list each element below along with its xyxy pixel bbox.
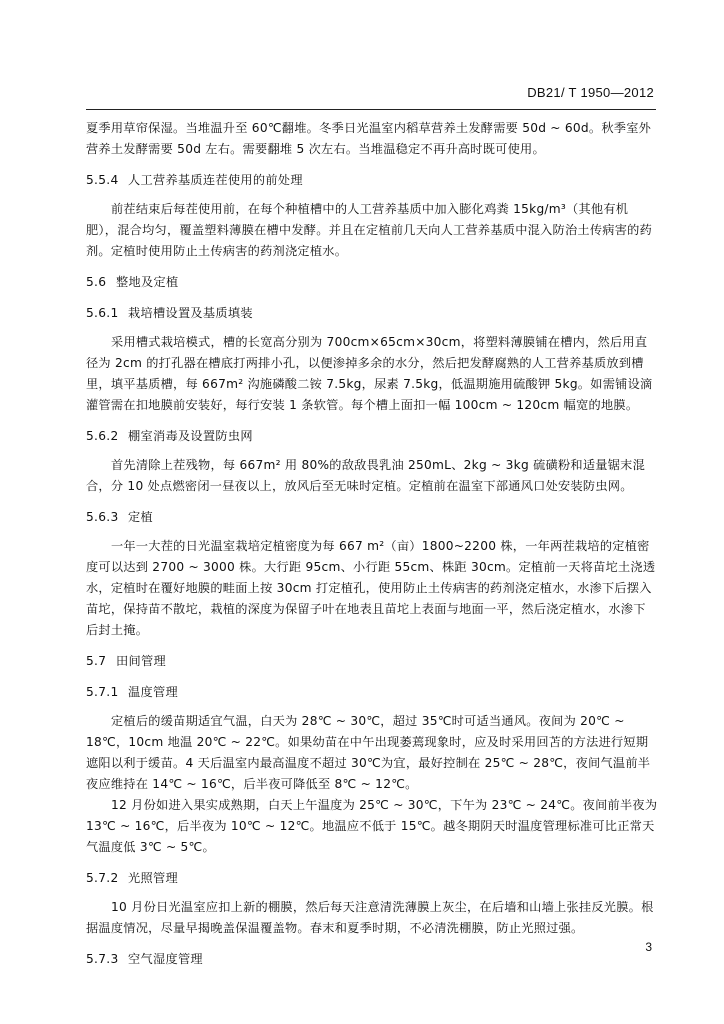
section-title: 田间管理 [116,654,166,668]
paragraph-5-6-3: 一年一大茬的日光温室栽培定植密度为每 667 m²（亩）1800~2200 株，一年两茬栽培的定植密度可以达到 2700 ~ 3000 株。大行距 95cm、小行距 55cm、株距 30cm。定植前一天将苗坨土浇透水，定植时在覆好地膜的畦面上按 30cm 打定植孔，使用防止土传病害的药剂浇定植水，水渗下后摆入苗坨，保持苗不散坨，栽植的深度为保留子叶在地表且苗坨上表面与地面一平，然后浇定植水，水渗下后封土掩。 [86,539,656,637]
page-content [86,118,658,978]
paragraph-intro: 夏季用草帘保湿。当堆温升至 60℃翻堆。冬季日光温室内稻草营养土发酵需要 50d ~ 60d。秋季室外营养土发酵需要 50d 左右。需要翻堆 5 次左右。当堆温稳定不再升高时既可使用。 [86,121,652,156]
paragraph-5-7-1-b: 12 月份如进入果实成熟期，白天上午温度为 25℃ ~ 30℃，下午为 23℃ ~ 24℃。夜间前半夜为 13℃ ~ 16℃，后半夜为 10℃ ~ 12℃。地温应不低于 15℃。越冬期阴天时温度管理标准可比正常天气温度低 3℃ ~ 5℃。 [86,798,658,854]
section-title: 整地及定植 [116,275,179,289]
paragraph-5-5-4: 前茬结束后每茬使用前，在每个种植槽中的人工营养基质中加入膨化鸡粪 15kg/m³（其他有机肥），混合均匀，覆盖塑料薄膜在槽中发酵。并且在定植前几天向人工营养基质中混入防治土传病害的药剂。定植时使用防止土传病害的药剂浇定植水。 [86,202,653,258]
section-number: 5.6 [86,275,107,289]
heading-5-7-3 [86,949,658,970]
section-number: 5.7.2 [86,871,119,885]
section-title: 棚室消毒及设置防虫网 [128,429,253,443]
section-number: 5.6.2 [86,429,119,443]
section-number: 5.5.4 [86,173,119,187]
paragraph-5-6-2: 首先清除上茬残物，每 667m² 用 80%的敌敌畏乳油 250mL、2kg ~ 3kg 硫磺粉和适量锯末混合，分 10 处点燃密闭一昼夜以上，放风后至无味时定植。定植前在温室下部通风口处安装防虫网。 [86,458,646,493]
section-number: 5.6.1 [86,306,119,320]
header-divider [86,109,656,110]
paragraph-5-7-2: 10 月份日光温室应扣上新的棚膜，然后每天注意清洗薄膜上灰尘，在后墙和山墙上张挂反光膜。根据温度情况，尽量早揭晚盖保温覆盖物。春末和夏季时期，不必清洗棚膜，防止光照过强。 [86,900,654,935]
section-title: 空气湿度管理 [128,952,203,966]
heading-5-6-3 [86,507,658,528]
heading-5-7 [86,651,658,672]
section-number: 5.7.1 [86,685,119,699]
section-title: 光照管理 [128,871,178,885]
page-number: 3 [645,940,652,954]
section-title: 温度管理 [128,685,178,699]
section-title: 人工营养基质连茬使用的前处理 [128,173,303,187]
paragraph-5-7-1-a: 定植后的缓苗期适宜气温，白天为 28℃ ~ 30℃，超过 35℃时可适当通风。夜间为 20℃ ~ 18℃，10cm 地温 20℃ ~ 22℃。如果幼苗在中午出现萎蔫现象时，应及时采用回苫的方法进行短期遮阳以利于缓苗。4 天后温室内最高温度不超过 30℃为宜，最好控制在 25℃ ~ 28℃，夜间气温前半夜应维持在 14℃ ~ 16℃，后半夜可降低至 8℃ ~ 12℃。 [86,714,651,791]
heading-5-5-4 [86,170,658,191]
heading-5-6-2 [86,426,658,447]
section-title: 栽培槽设置及基质填装 [128,306,253,320]
heading-5-7-1 [86,682,658,703]
section-number: 5.7.3 [86,952,119,966]
section-number: 5.6.3 [86,510,119,524]
paragraph-5-6-1: 采用槽式栽培模式，槽的长宽高分别为 700cm×65cm×30cm，将塑料薄膜铺在槽内，然后用直径为 2cm 的打孔器在槽底打两排小孔，以便渗掉多余的水分，然后把发酵腐熟的人工营养基质放到槽里，填平基质槽，每 667m² 沟施磷酸二铵 7.5kg，尿素 7.5kg，低温期施用硫酸钾 5kg。如需铺设滴灌管需在扣地膜前安装好，每行安装 1 条软管。每个槽上面扣一幅 100cm ~ 120cm 幅宽的地膜。 [86,335,653,412]
heading-5-6 [86,272,658,293]
heading-5-6-1 [86,303,658,324]
section-number: 5.7 [86,654,107,668]
heading-5-7-2 [86,868,658,889]
section-title: 定植 [128,510,153,524]
document-id-header: DB21/ T 1950—2012 [527,85,654,100]
